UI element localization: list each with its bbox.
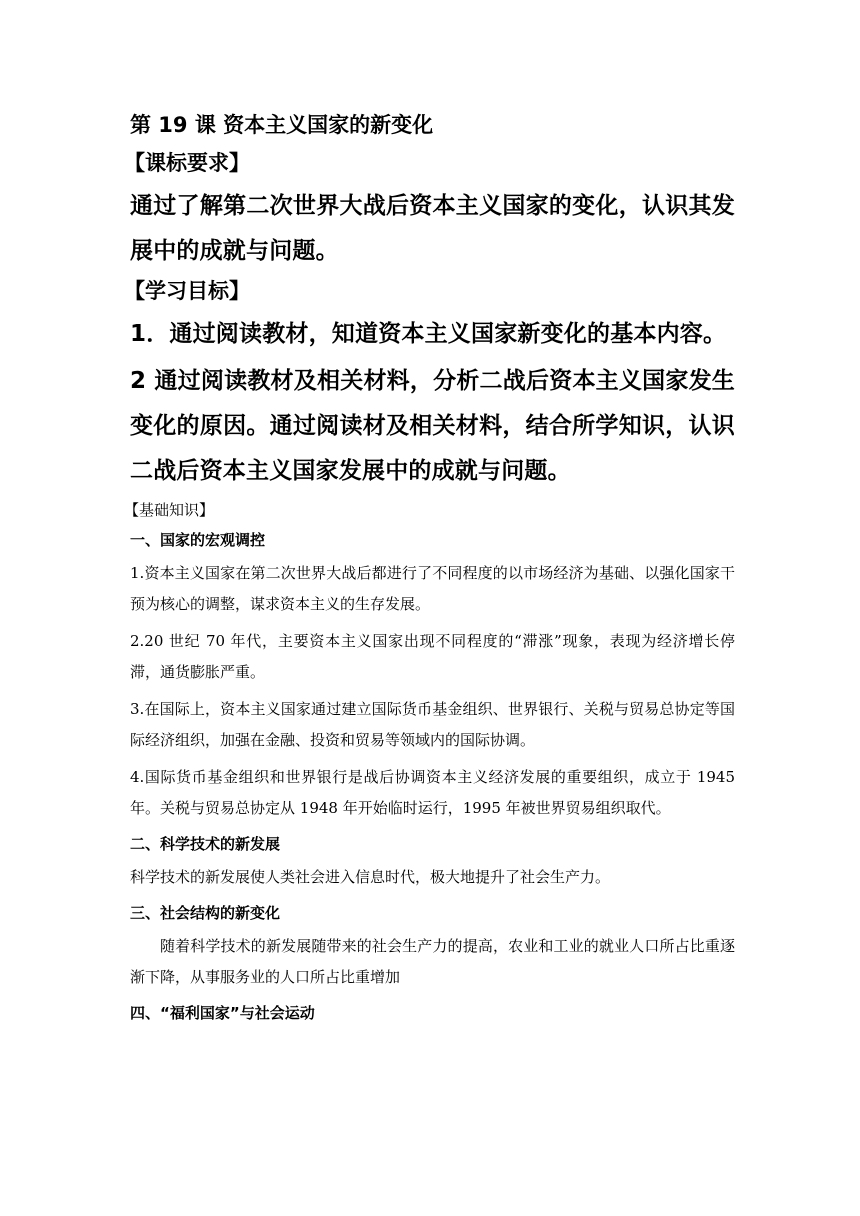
learning-goals-label: 【学习目标】	[124, 279, 250, 303]
section-3-heading: 三、社会结构的新变化	[130, 904, 281, 922]
section-4-heading: 四、“福利国家”与社会运动	[130, 1004, 315, 1022]
curriculum-requirement-label: 【课标要求】	[124, 151, 250, 175]
section-2-heading: 二、科学技术的新发展	[130, 835, 281, 853]
section-1-paragraph-4: 4.国际货币基金组织和世界银行是战后协调资本主义经济发展的重要组织，成立于 1945 年。关税与贸易总协定从 1948 年开始临时运行，1995 年被世界贸易组织取代。	[130, 768, 735, 817]
lesson-title: 第 19 课 资本主义国家的新变化	[130, 113, 434, 137]
section-1-paragraph-1: 1.资本主义国家在第二次世界大战后都进行了不同程度的以市场经济为基础、以强化国家干预为核心的调整，谋求资本主义的生存发展。	[130, 564, 735, 613]
section-1-paragraph-2: 2.20 世纪 70 年代，主要资本主义国家出现不同程度的“滞涨”现象，表现为经济增长停滞，通货膨胀严重。	[130, 632, 735, 681]
document-content	[124, 110, 735, 1031]
section-1-paragraph-3: 3.在国际上，资本主义国家通过建立国际货币基金组织、世界银行、关税与贸易总协定等国际经济组织，加强在金融、投资和贸易等领域内的国际协调。	[130, 700, 735, 749]
section-2-paragraph-1: 科学技术的新发展使人类社会进入信息时代，极大地提升了社会生产力。	[130, 868, 611, 886]
section-3-paragraph-1: 随着科学技术的新发展随带来的社会生产力的提高，农业和工业的就业人口所占比重逐渐下降，从事服务业的人口所占比重增加	[130, 937, 735, 986]
learning-goal-2: 2 通过阅读教材及相关材料，分析二战后资本主义国家发生变化的原因。通过阅读材及相关材料，结合所学知识，认识二战后资本主义国家发展中的成就与问题。	[130, 368, 735, 484]
curriculum-requirement-text: 通过了解第二次世界大战后资本主义国家的变化，认识其发展中的成就与问题。	[130, 193, 735, 264]
learning-goal-1: 1．通过阅读教材，知道资本主义国家新变化的基本内容。	[130, 321, 727, 347]
section-1-heading: 一、国家的宏观调控	[130, 531, 266, 549]
basic-knowledge-label: 【基础知识】	[124, 501, 215, 519]
